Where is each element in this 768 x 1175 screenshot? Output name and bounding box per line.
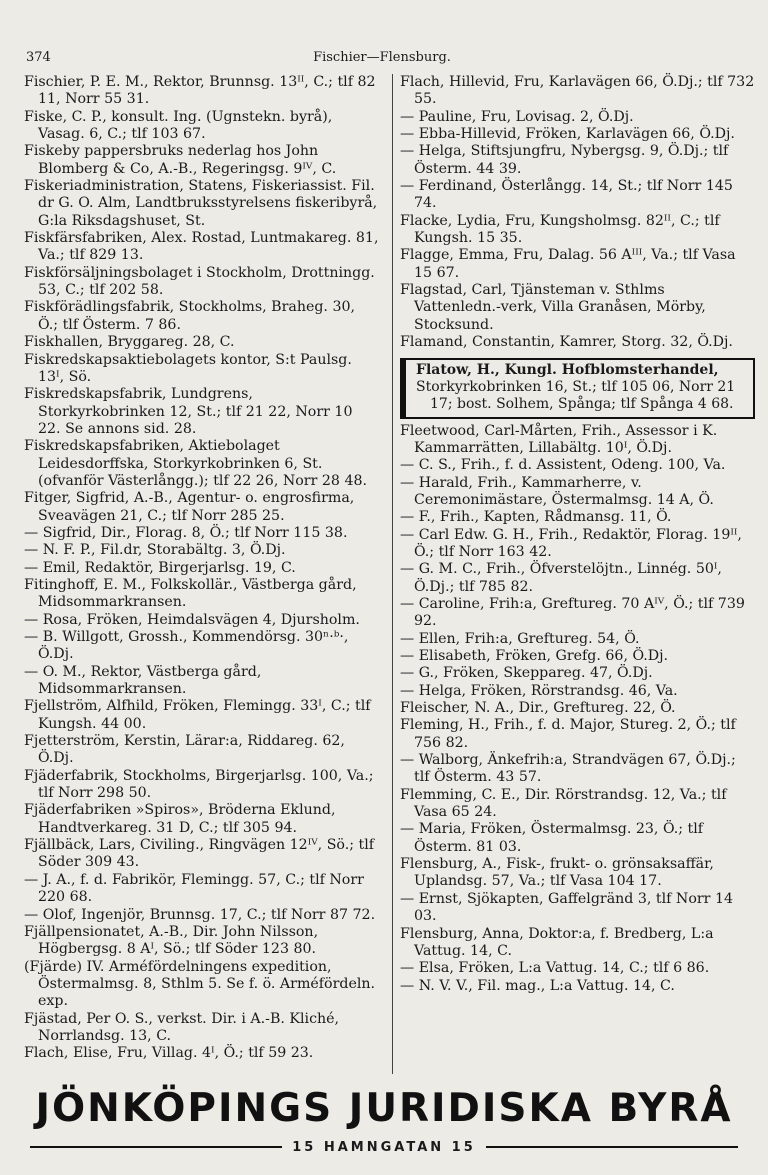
directory-entry: Flensburg, Anna, Doktor:a, f. Bredberg, L:a Vattug. 14, C. xyxy=(400,925,714,959)
directory-entry: Storkyrkobrinken 16, St.; tlf 105 06, Norr 21 17; bost. Solhem, Spånga; tlf Spånga 4 68. xyxy=(416,378,736,413)
directory-entry: Fjäderfabrik, Stockholms, Birgerjarlsg. 100, Va.; tlf Norr 298 50. xyxy=(24,767,374,802)
directory-entry: — Olof, Ingenjör, Brunnsg. 17, C.; tlf Norr 87 72. xyxy=(24,906,376,923)
directory-entry: Flagge, Emma, Fru, Dalag. 56 Aᴵᴵᴵ, Va.; tlf Vasa 15 67. xyxy=(400,247,736,281)
directory-entry: Fjällbäck, Lars, Civiling., Ringvägen 12ᴵⱽ, Sö.; tlf Söder 309 43. xyxy=(24,837,374,871)
right-column xyxy=(400,74,755,995)
directory-entry: — Elsa, Fröken, L:a Vattug. 14, C.; tlf 6 86. xyxy=(400,960,710,977)
directory-entry: Fleming, H., Frih., f. d. Major, Stureg. 2, Ö.; tlf 756 82. xyxy=(400,717,736,751)
directory-entry: Fitinghoff, E. M., Folkskollär., Västberga gård, Midsommarkransen. xyxy=(24,576,357,611)
directory-entry: — G. M. C., Frih., Öfverstelöjtn., Linnég. 50ᴵ, Ö.Dj.; tlf 785 82. xyxy=(400,561,722,595)
directory-entry: — O. M., Rektor, Västberga gård, Midsommarkransen. xyxy=(24,663,262,698)
directory-entry: — Maria, Fröken, Östermalmsg. 23, Ö.; tlf Österm. 81 03. xyxy=(400,821,704,855)
directory-entry: Fiskhallen, Bryggareg. 28, C. xyxy=(24,334,235,351)
directory-entry: Fiskeriadministration, Statens, Fiskeriassist. Fil. dr G. O. Alm, Landtbruksstyrelsens fiskeribyrå, G:la Riksdagshuset, St. xyxy=(24,178,378,229)
directory-entry: Fleischer, N. A., Dir., Greftureg. 22, Ö. xyxy=(400,700,676,717)
directory-entry: Fiskfärsfabriken, Alex. Rostad, Luntmakareg. 81, Va.; tlf 829 13. xyxy=(24,230,379,264)
right-entries-top xyxy=(400,74,755,352)
directory-entry: Fiskredskapsfabriken, Aktiebolaget Leidesdorffska, Storkyrkobrinken 6, St. (ofvanför Västerlångg.); tlf 22 26, Norr 28 48. xyxy=(24,438,368,489)
directory-entry: Fjäderfabriken »Spiros», Bröderna Eklund, Handtverkareg. 31 D, C.; tlf 305 94. xyxy=(24,802,336,836)
directory-entry: Fjällpensionatet, A.-B., Dir. John Nilsson, Högbergsg. 8 Aᴵ, Sö.; tlf Söder 123 80. xyxy=(24,923,319,958)
directory-entry: — J. A., f. d. Fabrikör, Flemingg. 57, C.; tlf Norr 220 68. xyxy=(24,871,364,906)
right-entries-bottom xyxy=(400,423,755,995)
directory-entry: Flensburg, A., Fisk-, frukt- o. grönsaksaffär, Uplandsg. 57, Va.; tlf Vasa 104 17. xyxy=(400,856,714,890)
footer-rule xyxy=(30,1136,738,1156)
directory-entry: — Rosa, Fröken, Heimdalsvägen 4, Djursholm. xyxy=(24,611,360,628)
directory-entry: Flagstad, Carl, Tjänsteman v. Sthlms Vattenledn.-verk, Villa Granåsen, Mörby, Stocksund. xyxy=(400,282,706,333)
directory-entry: — C. S., Frih., f. d. Assistent, Odeng. 100, Va. xyxy=(400,457,726,474)
directory-entry: — Emil, Redaktör, Birgerjarlsg. 19, C. xyxy=(24,559,296,576)
directory-entry: Flatow, H., Kungl. Hofblomsterhandel, xyxy=(416,361,719,378)
directory-entry: — Ernst, Sjökapten, Gaffelgränd 3, tlf Norr 14 03. xyxy=(400,890,734,925)
footer-advertisement xyxy=(30,1088,738,1156)
directory-entry: — G., Fröken, Skeppareg. 47, Ö.Dj. xyxy=(400,665,653,682)
directory-entry: Fiske, C. P., konsult. Ing. (Ugnstekn. byrå), Vasag. 6, C.; tlf 103 67. xyxy=(24,108,333,143)
directory-entry: Fjästad, Per O. S., verkst. Dir. i A.-B. Kliché, Norrlandsg. 13, C. xyxy=(24,1010,340,1044)
directory-entry: Fitger, Sigfrid, A.-B., Agentur- o. engrosfirma, Sveavägen 21, C.; tlf Norr 285 25. xyxy=(24,490,355,524)
directory-entry: — Pauline, Fru, Lovisag. 2, Ö.Dj. xyxy=(400,108,634,125)
footer-title: JÖNKÖPINGS JURIDISKA BYRÅ xyxy=(35,1086,733,1131)
directory-entry: Fleetwood, Carl-Mårten, Frih., Assessor i K. Kammarrätten, Lillabältg. 10ᴵ, Ö.Dj. xyxy=(400,422,718,456)
directory-entry: Fiskredskapsaktiebolagets kontor, S:t Paulsg. 13ᴵ, Sö. xyxy=(24,351,352,385)
directory-entry: — Helga, Stiftsjungfru, Nybergsg. 9, Ö.Dj.; tlf Österm. 44 39. xyxy=(400,143,729,177)
directory-entry: — F., Frih., Kapten, Rådmansg. 11, Ö. xyxy=(400,509,672,526)
directory-entry: — Ferdinand, Österlångg. 14, St.; tlf Norr 145 74. xyxy=(400,178,733,212)
directory-entry: — Ellen, Frih:a, Greftureg. 54, Ö. xyxy=(400,630,640,647)
directory-entry: Flach, Elise, Fru, Villag. 4ᴵ, Ö.; tlf 59 23. xyxy=(24,1045,314,1062)
directory-entry: — Helga, Fröken, Rörstrandsg. 46, Va. xyxy=(400,682,678,699)
directory-entry: Fiskeby pappersbruks nederlag hos John Blomberg & Co, A.-B., Regeringsg. 9ᴵⱽ, C. xyxy=(24,143,337,177)
directory-entry: Flamand, Constantin, Kamrer, Storg. 32, Ö.Dj. xyxy=(400,334,733,351)
directory-entry: — Caroline, Frih:a, Greftureg. 70 Aᴵⱽ, Ö.; tlf 739 92. xyxy=(400,595,745,630)
page-number: 374 xyxy=(26,50,51,65)
directory-entry: Fiskförsäljningsbolaget i Stockholm, Drottningg. 53, C.; tlf 202 58. xyxy=(24,264,375,299)
directory-entry: Fiskförädlingsfabrik, Stockholms, Braheg. 30, Ö.; tlf Österm. 7 86. xyxy=(24,299,356,333)
left-column xyxy=(24,74,379,1063)
page-header xyxy=(26,50,738,72)
column-divider xyxy=(392,74,393,1074)
directory-entry: Flemming, C. E., Dir. Rörstrandsg. 12, Va.; tlf Vasa 65 24. xyxy=(400,786,727,821)
directory-entry: — Sigfrid, Dir., Florag. 8, Ö.; tlf Norr 115 38. xyxy=(24,524,348,541)
directory-entry: — Ebba-Hillevid, Fröken, Karlavägen 66, Ö.Dj. xyxy=(400,126,735,143)
directory-entry: Fjetterström, Kerstin, Lärar:a, Riddareg. 62, Ö.Dj. xyxy=(24,733,345,767)
directory-entry: — N. F. P., Fil.dr, Storabältg. 3, Ö.Dj. xyxy=(24,542,286,559)
running-title: Fischier—Flensburg. xyxy=(313,50,451,65)
boxed-advertisement-entry xyxy=(400,358,755,419)
footer-address: 15 HAMNGATAN 15 xyxy=(282,1140,486,1155)
directory-entry: (Fjärde) IV. Arméfördelningens expedition, Östermalmsg. 8, Sthlm 5. Se f. ö. Arméfördeln. exp. xyxy=(24,958,376,1010)
directory-entry: — B. Willgott, Grossh., Kommendörsg. 30ⁿ·ᵇ·, Ö.Dj. xyxy=(24,629,349,663)
directory-entry: — Elisabeth, Fröken, Grefg. 66, Ö.Dj. xyxy=(400,648,669,664)
directory-entry: — Walborg, Änkefrih:a, Strandvägen 67, Ö.Dj.; tlf Österm. 43 57. xyxy=(400,752,736,786)
directory-entry: Fiskredskapsfabrik, Lundgrens, Storkyrkobrinken 12, St.; tlf 21 22, Norr 10 22. Se annons sid. 28. xyxy=(24,386,353,437)
directory-entry: Fischier, P. E. M., Rektor, Brunnsg. 13ᴵᴵ, C.; tlf 82 11, Norr 55 31. xyxy=(24,74,376,108)
directory-entry: — N. V. V., Fil. mag., L:a Vattug. 14, C. xyxy=(400,977,675,994)
directory-entry: — Carl Edw. G. H., Frih., Redaktör, Florag. 19ᴵᴵ, Ö.; tlf Norr 163 42. xyxy=(400,526,742,560)
directory-entry: Flach, Hillevid, Fru, Karlavägen 66, Ö.Dj.; tlf 732 55. xyxy=(400,74,755,108)
directory-columns xyxy=(24,74,755,1084)
directory-entry: Fjellström, Alfhild, Fröken, Flemingg. 33ᴵ, C.; tlf Kungsh. 44 00. xyxy=(24,698,371,732)
directory-entry: — Harald, Frih., Kammarherre, v. Ceremonimästare, Östermalmsg. 14 A, Ö. xyxy=(400,474,714,508)
directory-entry: Flacke, Lydia, Fru, Kungsholmsg. 82ᴵᴵ, C.; tlf Kungsh. 15 35. xyxy=(400,212,720,247)
